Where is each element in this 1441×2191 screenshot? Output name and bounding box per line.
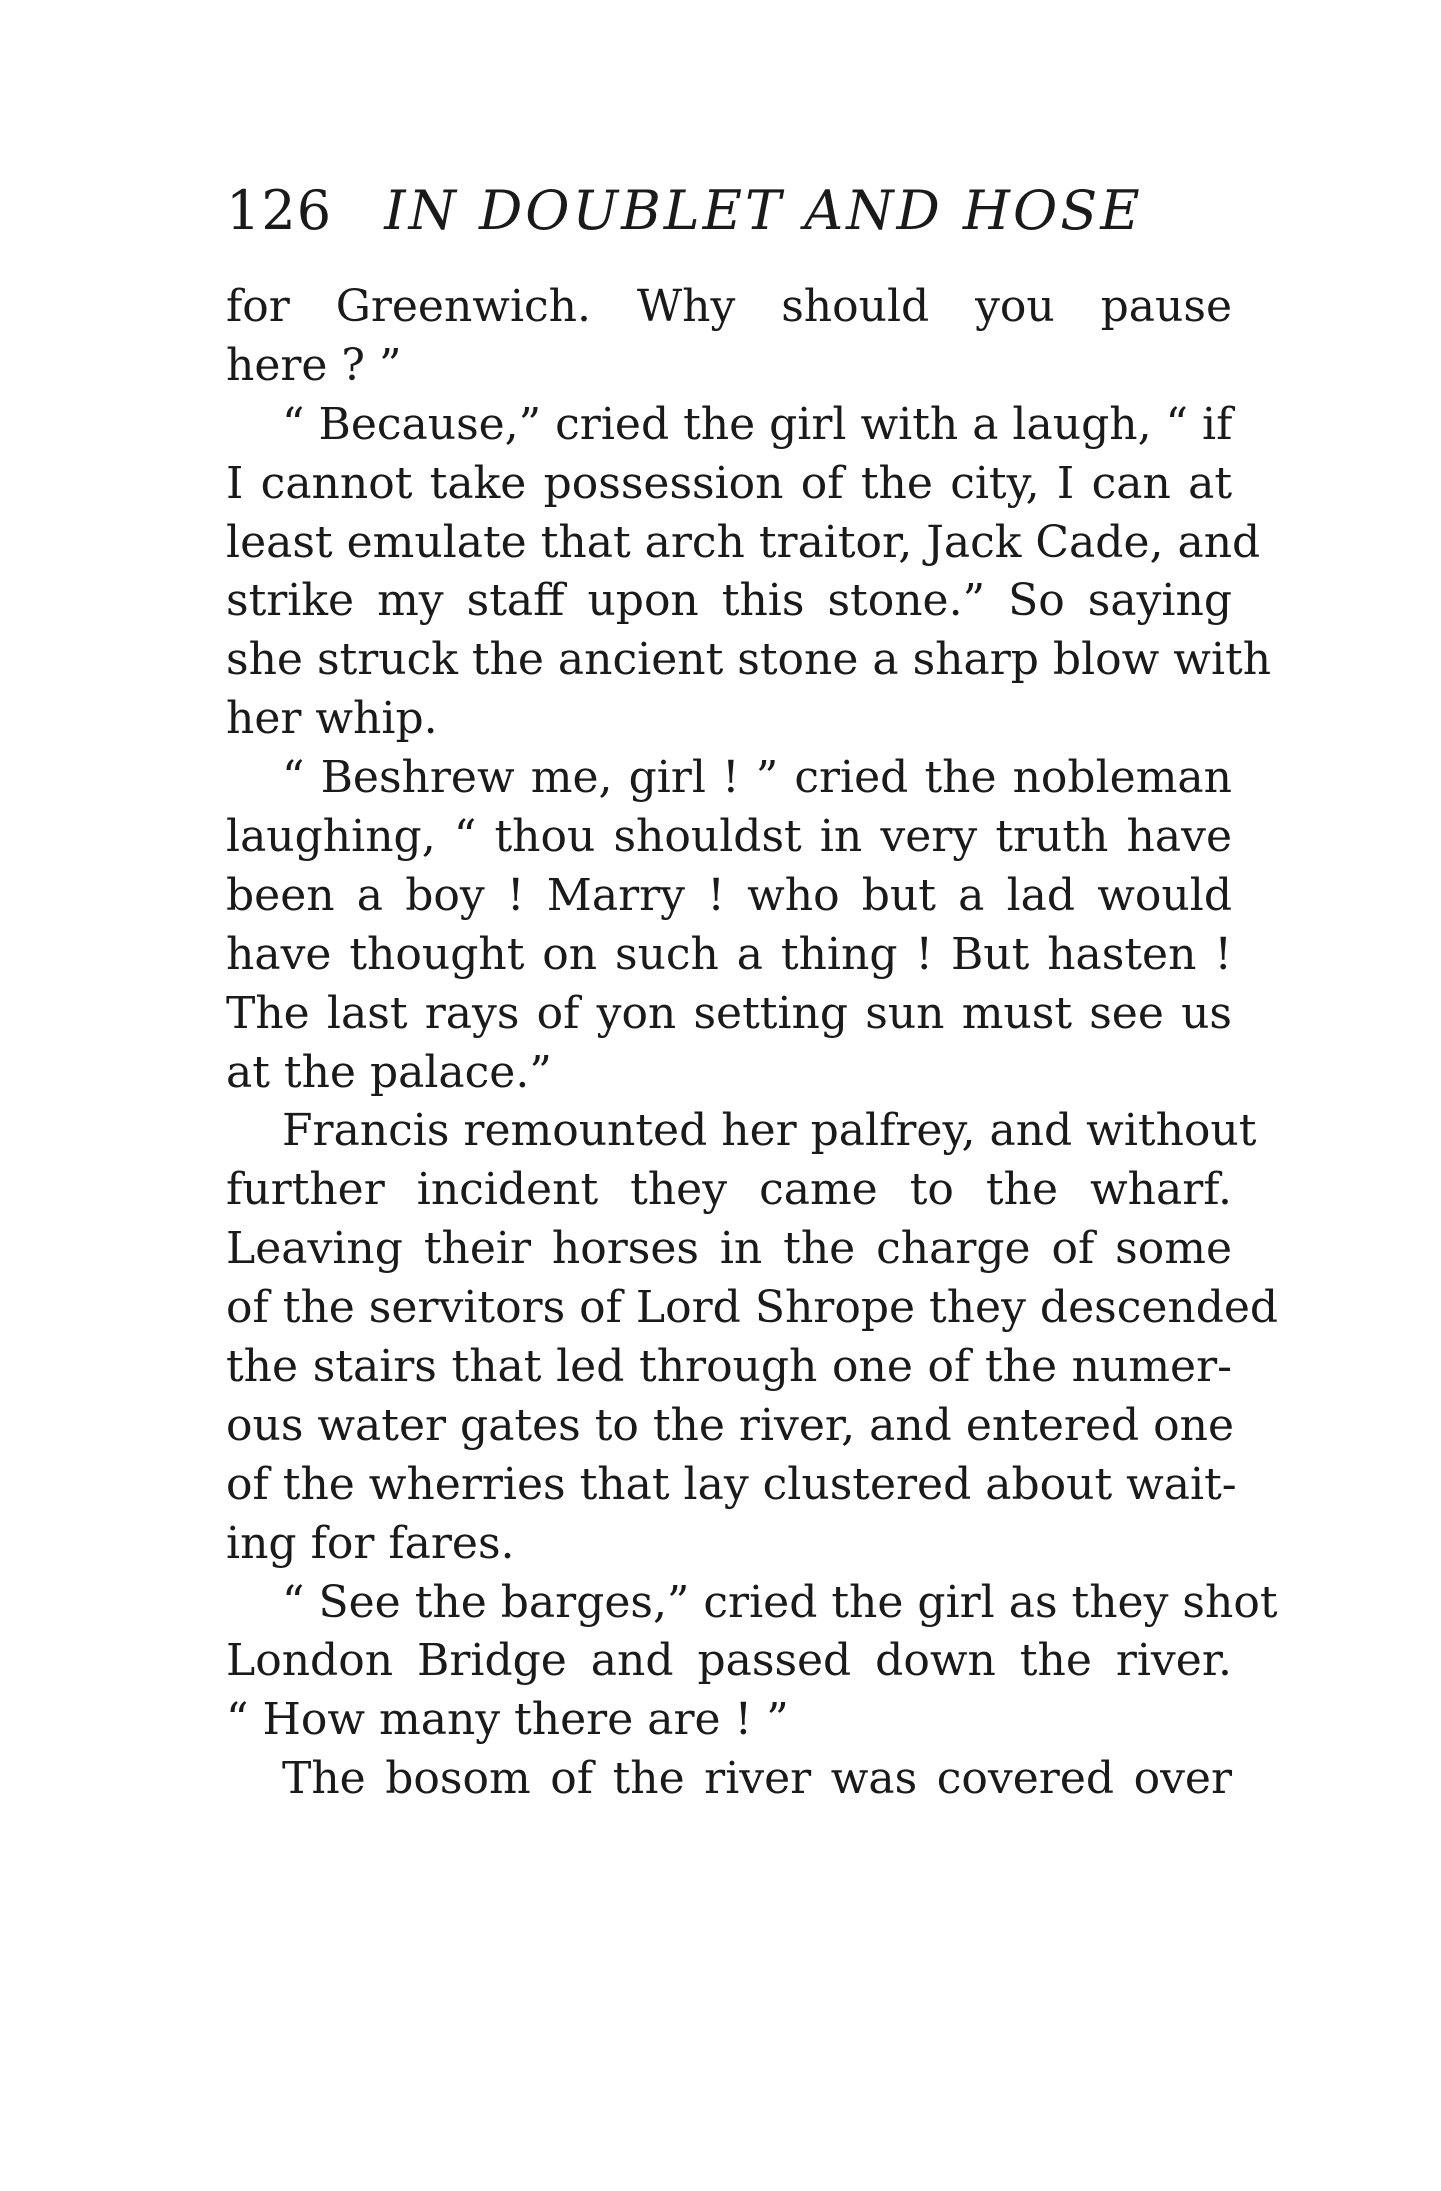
book-title: IN DOUBLET AND HOSE (384, 179, 1143, 242)
text-line: she struck the ancient stone a sharp blow with (226, 634, 1272, 686)
text-line: Leaving their horses in the charge of some (226, 1223, 1232, 1275)
text-line: least emulate that arch traitor, Jack Cade, and (226, 516, 1261, 568)
page-number: 126 (226, 179, 333, 242)
text-line: here ? ” (226, 339, 402, 391)
book-page (226, 0, 1279, 2191)
text-line: The bosom of the river was covered over (282, 1753, 1232, 1805)
body-text (226, 278, 1279, 1809)
text-line: ous water gates to the river, and entered one (226, 1399, 1235, 1451)
text-line: The last rays of yon setting sun must see us (226, 987, 1232, 1039)
text-line: “ See the barges,” cried the girl as they shot (282, 1576, 1278, 1628)
text-line: for Greenwich. Why should you pause (226, 281, 1232, 332)
text-line: have thought on such a thing ! But hasten ! (226, 928, 1232, 980)
text-line: ing for fares. (226, 1517, 515, 1569)
text-line: Francis remounted her palfrey, and without (282, 1105, 1257, 1157)
text-line: London Bridge and passed down the river. (226, 1635, 1232, 1687)
text-line: “ Because,” cried the girl with a laugh, “ if (282, 398, 1233, 450)
text-line: been a boy ! Marry ! who but a lad would (226, 869, 1232, 921)
text-line: at the palace.” (226, 1046, 552, 1098)
text-line: her whip. (226, 693, 438, 745)
text-line: strike my staff upon this stone.” So saying (226, 575, 1232, 627)
text-line: laughing, “ thou shouldst in very truth have (226, 811, 1232, 863)
text-line: of the servitors of Lord Shrope they descended (226, 1282, 1279, 1334)
text-line: the stairs that led through one of the numer- (226, 1341, 1232, 1393)
running-head (226, 176, 1232, 246)
text-line: I cannot take possession of the city, I can at (226, 457, 1232, 509)
text-line: “ Beshrew me, girl ! ” cried the nobleman (282, 752, 1232, 804)
text-line: of the wherries that lay clustered about wait- (226, 1458, 1237, 1510)
text-line: further incident they came to the wharf. (226, 1164, 1232, 1216)
text-line: “ How many there are ! ” (226, 1694, 789, 1746)
